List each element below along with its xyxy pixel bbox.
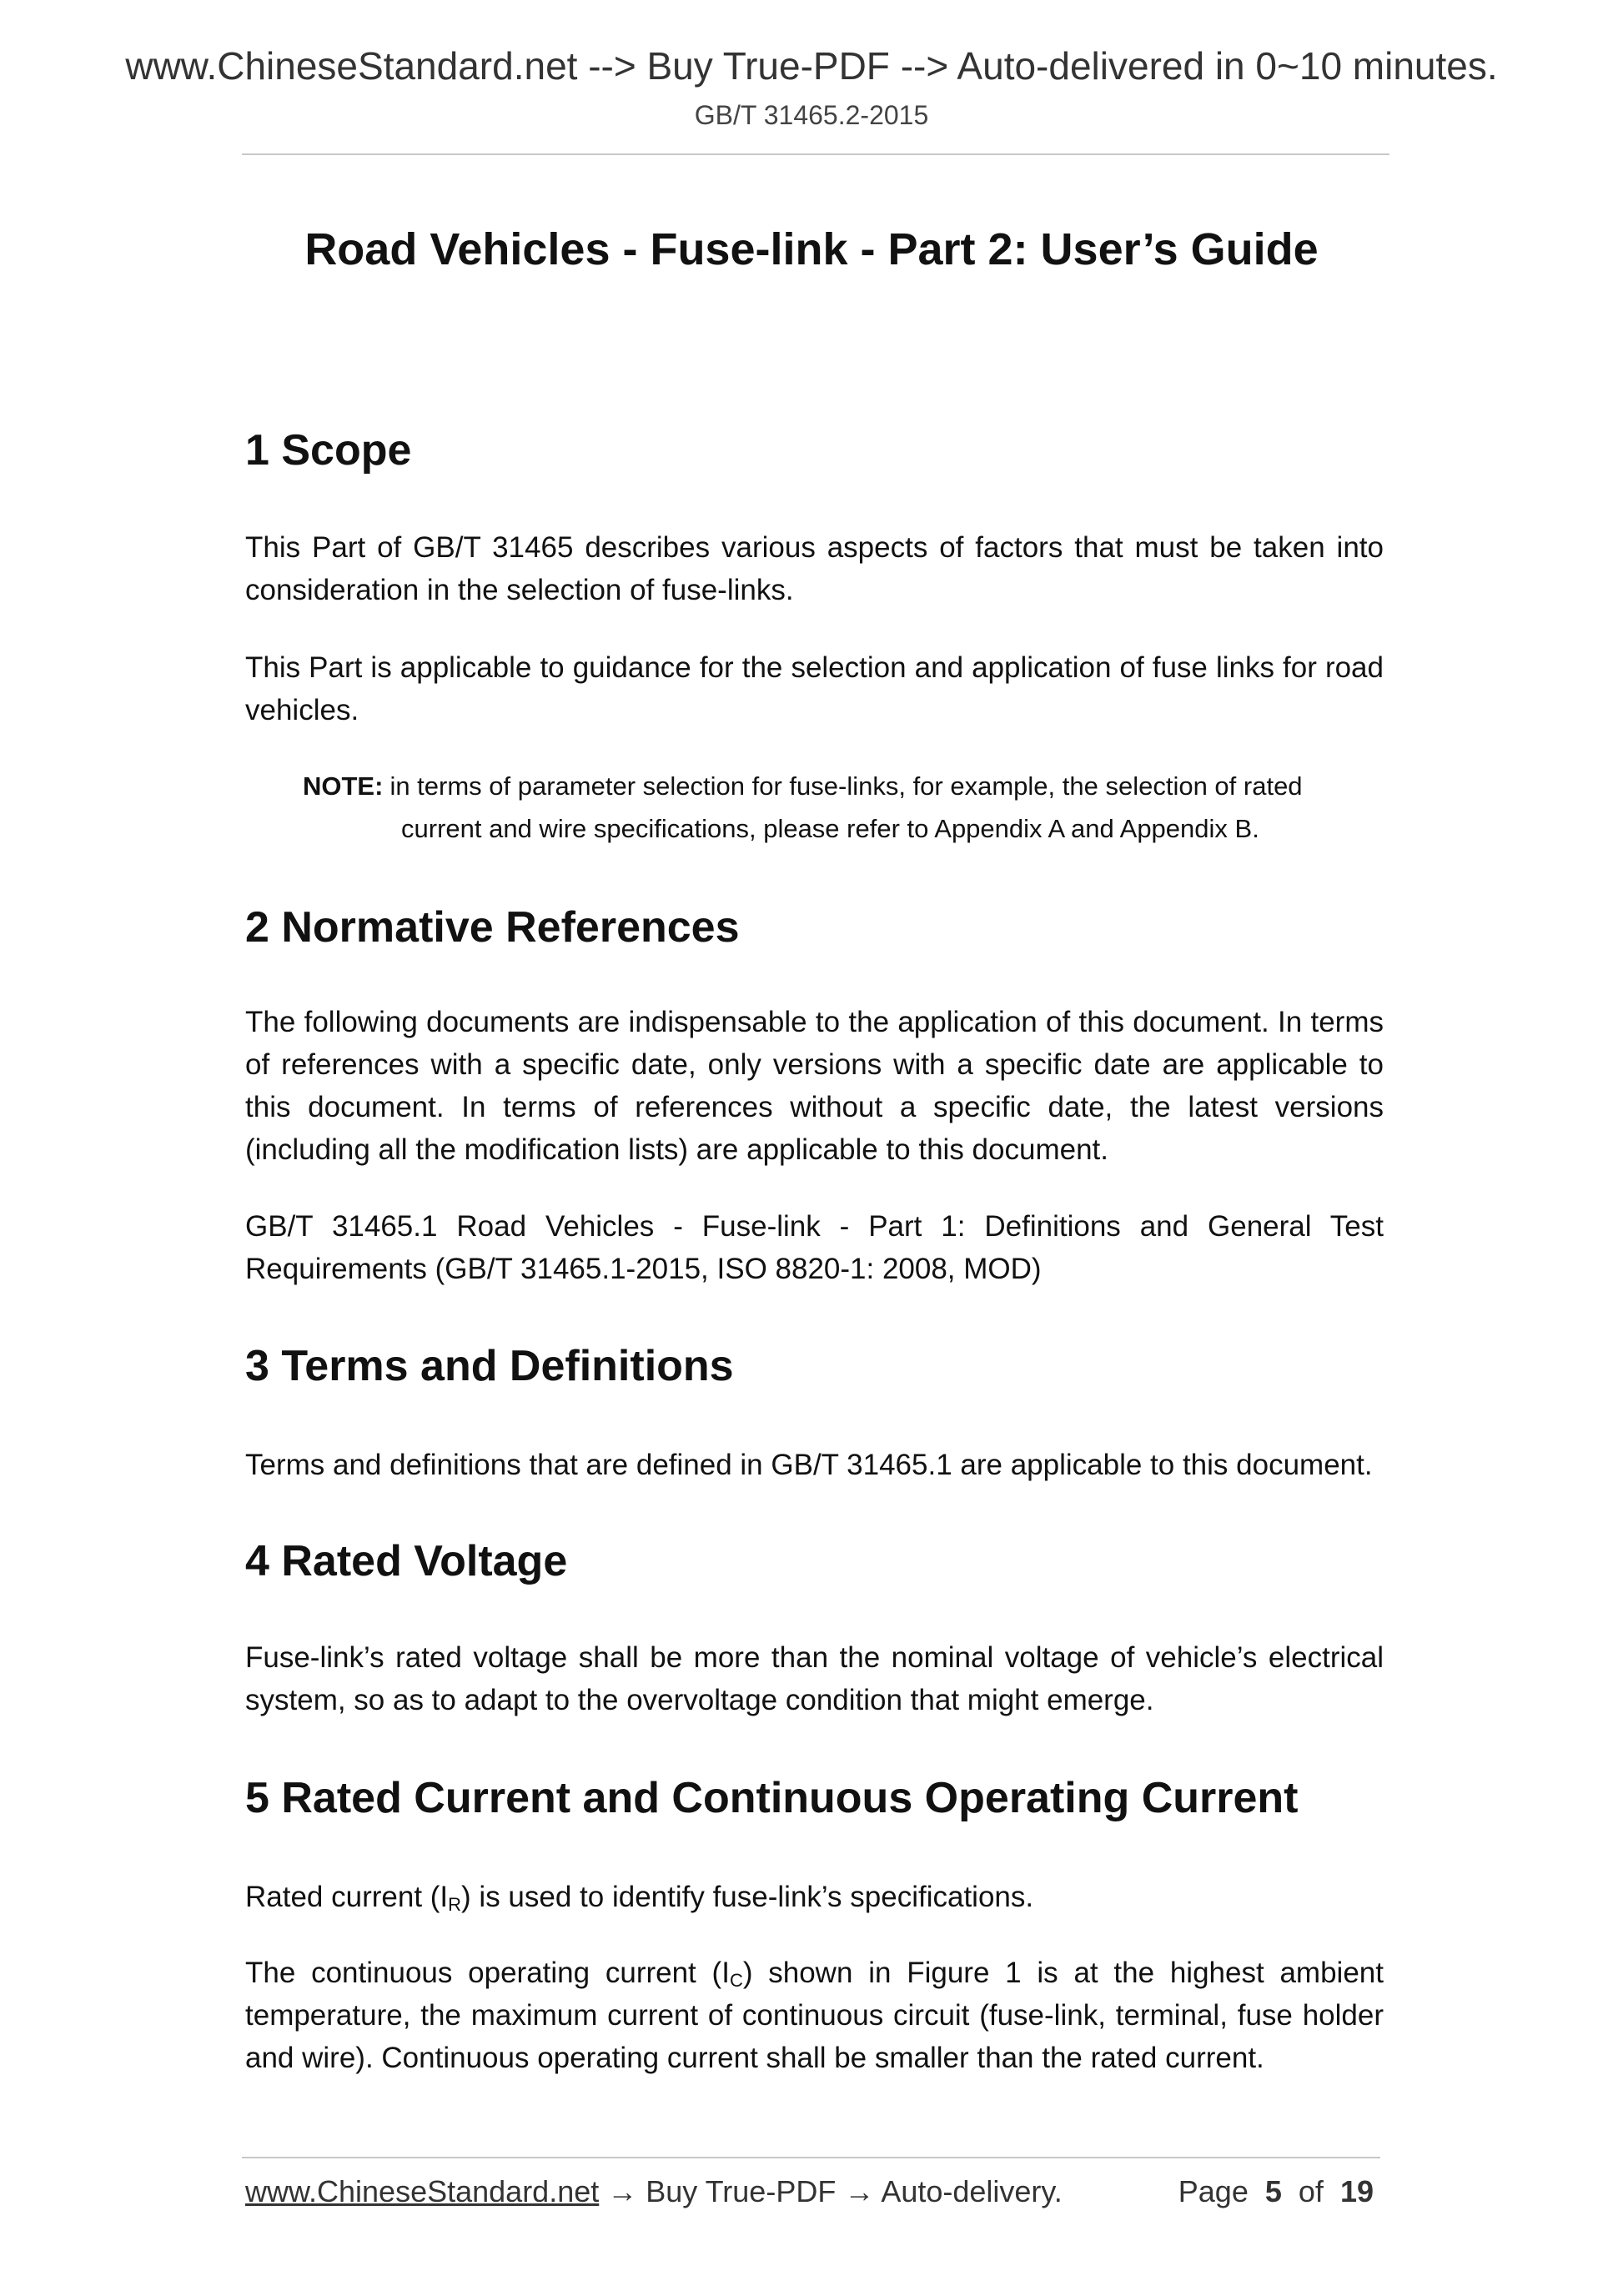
top-banner: www.ChineseStandard.net --> Buy True-PDF --> Auto-delivered in 0~10 minutes. xyxy=(125,44,1498,88)
subscript-c: C xyxy=(729,1970,743,1991)
scope-note xyxy=(303,765,1384,850)
section-5-heading: 5 Rated Current and Continuous Operating Current xyxy=(245,1774,1299,1822)
page-label: Page xyxy=(1178,2174,1249,2208)
header-divider xyxy=(242,153,1389,155)
section-1-heading: 1 Scope xyxy=(245,426,412,475)
standard-number: GB/T 31465.2-2015 xyxy=(694,100,929,130)
current-paragraph-1: Rated current $(I_R)$ is used to identify fuse-link’s specifications. xyxy=(245,1881,1034,1915)
section-4-heading: 4 Rated Voltage xyxy=(245,1537,568,1585)
subscript-r: R xyxy=(448,1894,462,1915)
footer-divider xyxy=(242,2157,1380,2158)
of-label: of xyxy=(1298,2174,1324,2208)
note-line-2: current and wire specifications, please refer to Appendix A and Appendix B. xyxy=(401,814,1259,843)
document-title: Road Vehicles - Fuse-link - Part 2: User’s Guide xyxy=(304,224,1319,274)
footer-tagline: → Buy True-PDF → Auto-delivery. xyxy=(599,2174,1063,2208)
voltage-paragraph: Fuse-link’s rated voltage shall be more than the nominal voltage of vehicle’s electrical system, so as to adapt to the overvoltage condition that might emerge. xyxy=(245,1641,1384,1716)
footer-site-link[interactable]: www.ChineseStandard.net xyxy=(245,2174,600,2208)
page-indicator xyxy=(1178,2174,1374,2209)
section-2-heading: 2 Normative References xyxy=(245,903,740,952)
normative-paragraph-1: The following documents are indispensable to the application of this document. In terms of references with a specific date, only versions with a specific date are applicable to this document. In terms of references without a specific date, the latest versions (including all the modification lists) are applicable to this document. xyxy=(245,1006,1384,1166)
normative-reference-entry: GB/T 31465.1 Road Vehicles - Fuse-link - Part 1: Definitions and General Test Requirements (GB/T 31465.1-2015, ISO 8820-1: 2008, MOD) xyxy=(245,1210,1384,1285)
total-pages: 19 xyxy=(1339,2174,1374,2208)
scope-paragraph-2: This Part is applicable to guidance for the selection and application of fuse links for road vehicles. xyxy=(245,651,1384,726)
note-label: NOTE: xyxy=(303,771,384,801)
footer xyxy=(245,2174,1384,2209)
terms-paragraph: Terms and definitions that are defined in GB/T 31465.1 are applicable to this document. xyxy=(245,1449,1373,1481)
scope-paragraph-1: This Part of GB/T 31465 describes various aspects of factors that must be taken into consideration in the selection of fuse-links. xyxy=(245,531,1384,606)
section-3-heading: 3 Terms and Definitions xyxy=(245,1342,734,1390)
note-line-1: in terms of parameter selection for fuse-links, for example, the selection of rated xyxy=(389,771,1303,801)
page-number: 5 xyxy=(1264,2174,1282,2208)
current-paragraph-2: The continuous operating current $(I_C)$ shown in Figure 1 is at the highest ambient temperature, the maximum current of continuous circuit (fuse-link, terminal, fuse holder and wire). Continuous operating current shall be smaller than the rated current. xyxy=(245,1957,1384,2074)
